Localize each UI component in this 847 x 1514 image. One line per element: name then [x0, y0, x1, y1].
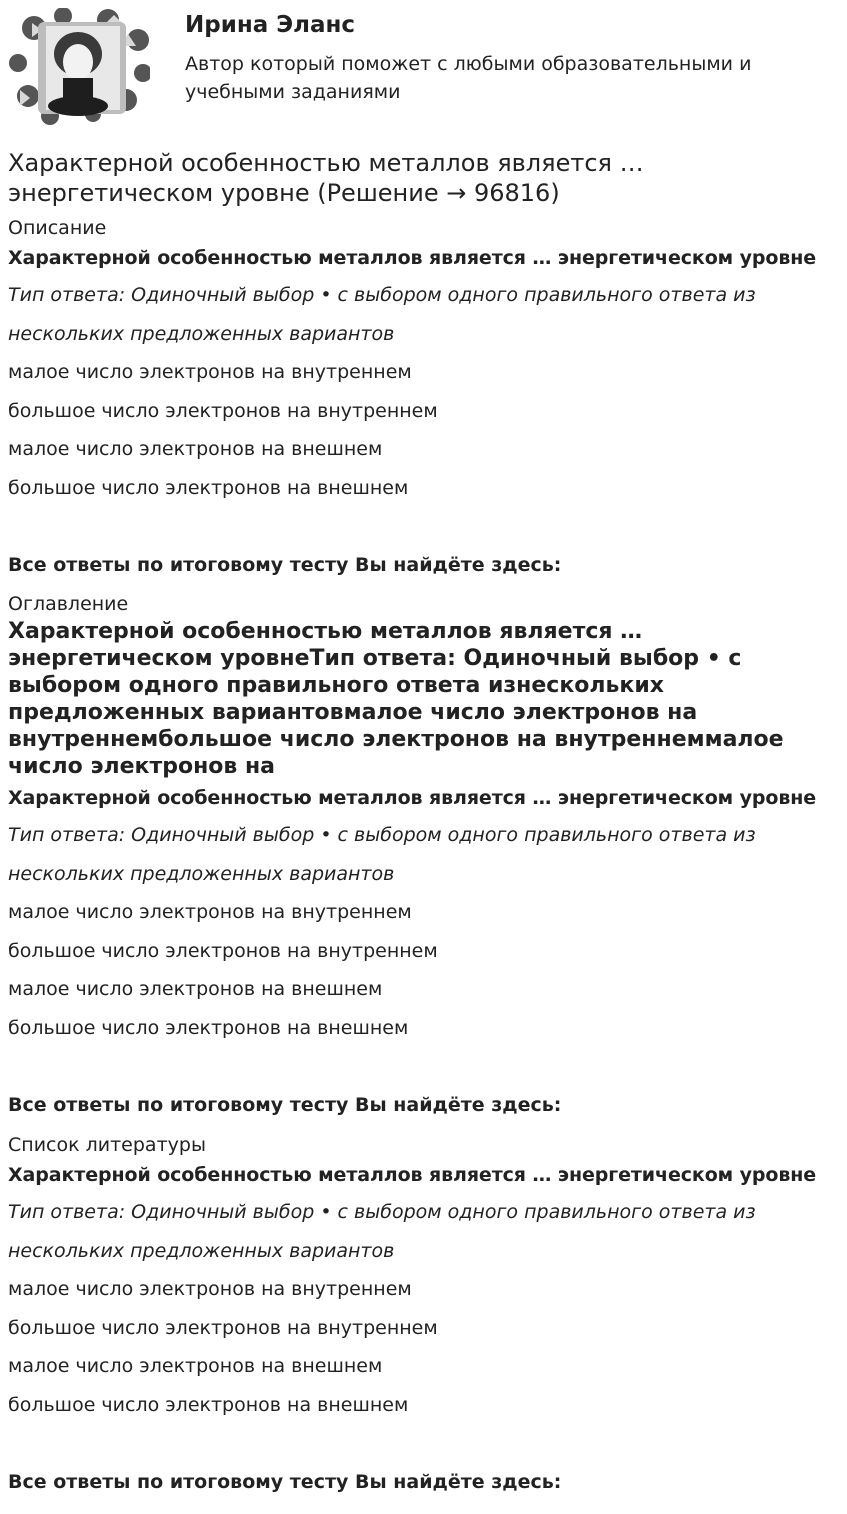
- description-section: [8, 216, 843, 584]
- section-label: Описание: [8, 217, 107, 239]
- author-name[interactable]: Ирина Эланс: [185, 12, 356, 38]
- section-label: Оглавление: [8, 593, 129, 615]
- option-item: малое число электронов на внешнем: [8, 438, 383, 460]
- option-item: малое число электронов на внешнем: [8, 978, 383, 1000]
- toc-section: [8, 592, 843, 1124]
- bibliography-section: [8, 1133, 843, 1501]
- option-item: малое число электронов на внутреннем: [8, 361, 412, 383]
- option-item: малое число электронов на внутреннем: [8, 901, 412, 923]
- answers-link[interactable]: Все ответы по итоговому тесту Вы найдёте здесь:: [8, 553, 562, 576]
- section-label: Список литературы: [8, 1134, 206, 1156]
- option-item: большое число электронов на внешнем: [8, 1393, 409, 1416]
- question-text: Характерной особенностью металлов является … энергетическом уровне: [8, 247, 817, 269]
- answer-type: Тип ответа: Одиночный выбор • с выбором одного правильного ответа из нескольких предложенных вариантов: [8, 284, 756, 345]
- option-item: большое число электронов на внешнем: [8, 1016, 409, 1039]
- option-item: большое число электронов на внутреннем: [8, 399, 438, 422]
- avatar: [8, 8, 150, 126]
- option-item: большое число электронов на внутреннем: [8, 1316, 438, 1339]
- answers-link[interactable]: Все ответы по итоговому тесту Вы найдёте здесь:: [8, 1470, 562, 1493]
- page-title: Характерной особенностью металлов является … энергетическом уровне (Решение → 96816): [8, 149, 644, 207]
- option-item: большое число электронов на внешнем: [8, 476, 409, 499]
- author-description: Автор который поможет с любыми образовательными и учебными заданиями: [185, 53, 752, 103]
- answers-link[interactable]: Все ответы по итоговому тесту Вы найдёте здесь:: [8, 1093, 562, 1116]
- option-item: малое число электронов на внешнем: [8, 1355, 383, 1377]
- question-text: Характерной особенностью металлов является … энергетическом уровне: [8, 787, 817, 809]
- author-header: [0, 0, 847, 140]
- answer-type: Тип ответа: Одиночный выбор • с выбором одного правильного ответа из нескольких предложенных вариантов: [8, 824, 756, 885]
- option-item: большое число электронов на внутреннем: [8, 939, 438, 962]
- toc-heading: Характерной особенностью металлов является … энергетическом уровнеТип ответа: Одиночный выбор • с выбором одного правильного ответа изнескольких предложенных вариантовмалое число электронов на внутреннембольшое число электронов на внутреннеммалое число электронов на: [8, 619, 784, 779]
- question-text: Характерной особенностью металлов является … энергетическом уровне: [8, 1164, 817, 1186]
- answer-type: Тип ответа: Одиночный выбор • с выбором одного правильного ответа из нескольких предложенных вариантов: [8, 1201, 756, 1262]
- option-item: малое число электронов на внутреннем: [8, 1278, 412, 1300]
